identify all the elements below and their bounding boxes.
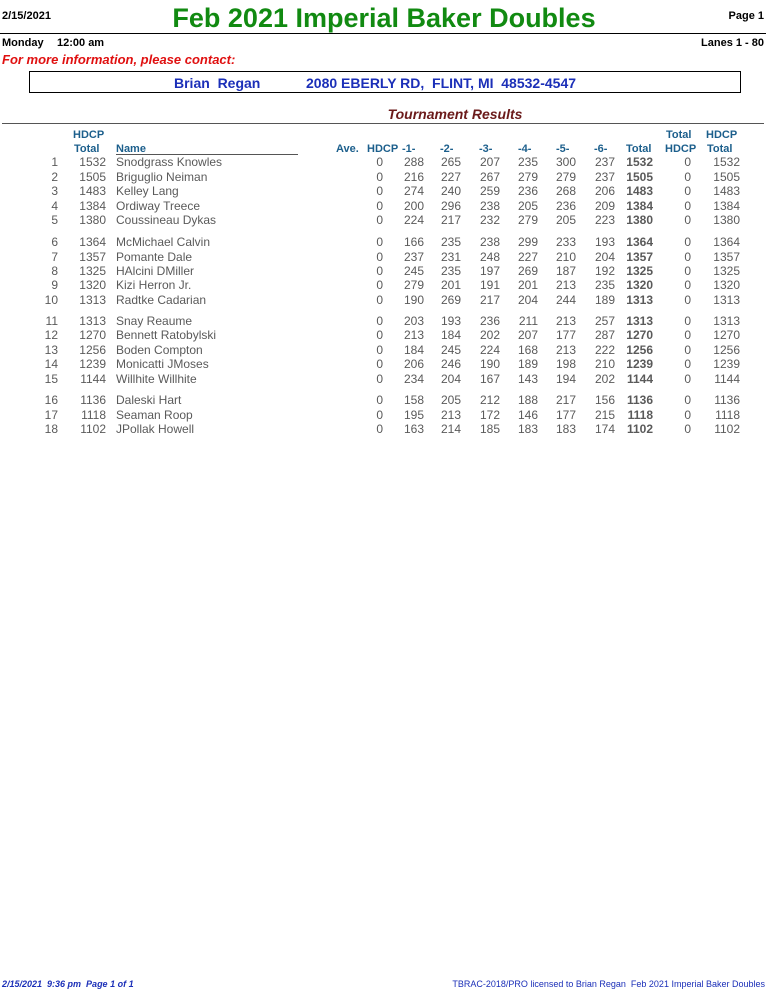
cell-g3: 236 — [479, 314, 500, 328]
cell-g3: 238 — [479, 199, 500, 213]
cell-g5: 244 — [555, 293, 576, 307]
cell-hdcp: 0 — [376, 199, 383, 213]
cell-place: 10 — [44, 293, 58, 307]
cell-g2: 296 — [440, 199, 461, 213]
cell-g5: 213 — [555, 278, 576, 292]
cell-hdcp-total: 1313 — [79, 314, 106, 328]
cell-total: 1118 — [627, 408, 653, 422]
cell-name: Snay Reaume — [116, 314, 193, 328]
cell-name: Ordiway Treece — [116, 199, 201, 213]
cell-place: 15 — [44, 372, 58, 386]
contact-address: 2080 EBERLY RD, FLINT, MI 48532-4547 — [306, 75, 577, 91]
cell-total-hdcp: 0 — [684, 372, 691, 386]
cell-g1: 200 — [403, 199, 424, 213]
cell-hdcp-total: 1320 — [79, 278, 106, 292]
cell-total: 1136 — [626, 393, 653, 407]
cell-total: 1384 — [626, 199, 653, 213]
cell-total-hdcp: 0 — [684, 213, 691, 227]
cell-name: Briguglio Neiman — [116, 170, 208, 184]
cell-g4: 211 — [518, 314, 538, 328]
cell-hdcp-total: 1313 — [79, 293, 106, 307]
cell-g1: 234 — [403, 372, 424, 386]
col-total-hdcp-bottom: HDCP — [665, 143, 697, 155]
cell-g1: 288 — [403, 155, 424, 169]
cell-g1: 216 — [403, 170, 424, 184]
cell-total: 1144 — [626, 372, 653, 386]
cell-g5: 217 — [555, 393, 576, 407]
cell-total: 1532 — [626, 155, 653, 169]
cell-g1: 279 — [403, 278, 424, 292]
col-total: Total — [626, 143, 652, 155]
cell-name: Kizi Herron Jr. — [116, 278, 192, 292]
cell-g2: 201 — [440, 278, 461, 292]
cell-g5: 194 — [555, 372, 576, 386]
cell-name: Daleski Hart — [116, 393, 182, 407]
cell-total-hdcp: 0 — [684, 357, 691, 371]
cell-hdcp: 0 — [376, 422, 383, 436]
cell-hdcp-total: 1380 — [79, 213, 106, 227]
col-game-5: -5- — [556, 143, 570, 155]
cell-g4: 204 — [517, 293, 538, 307]
cell-name: JPollak Howell — [116, 422, 195, 436]
cell-hdcp: 0 — [376, 278, 383, 292]
cell-hdcp-total: 1136 — [80, 393, 106, 407]
cell-g2: 217 — [440, 213, 461, 227]
cell-g6: 215 — [594, 408, 615, 422]
cell-g5: 213 — [555, 343, 576, 357]
cell-g3: 259 — [479, 184, 500, 198]
cell-total: 1320 — [626, 278, 653, 292]
col-hdcp-total-bottom: Total — [74, 143, 100, 155]
col-average: Ave. — [336, 143, 359, 155]
cell-g2: 240 — [440, 184, 461, 198]
cell-g3: 267 — [479, 170, 500, 184]
cell-g1: 237 — [403, 250, 424, 264]
cell-g3: 167 — [479, 372, 500, 386]
cell-hdcp: 0 — [376, 213, 383, 227]
cell-g4: 269 — [517, 264, 538, 278]
cell-final: 1144 — [714, 372, 740, 386]
cell-total: 1270 — [626, 328, 653, 342]
header-divider — [0, 33, 766, 34]
col-hdcp: HDCP — [367, 143, 399, 155]
cell-name: Willhite Willhite — [116, 372, 197, 386]
cell-hdcp: 0 — [376, 408, 383, 422]
cell-g6: 222 — [594, 343, 615, 357]
cell-g2: 269 — [440, 293, 461, 307]
section-title: Tournament Results — [387, 106, 523, 122]
cell-g5: 210 — [555, 250, 576, 264]
cell-name: Bennett Ratobylski — [116, 328, 217, 342]
cell-g4: 236 — [517, 184, 538, 198]
cell-total: 1505 — [626, 170, 653, 184]
cell-g4: 227 — [517, 250, 538, 264]
cell-g6: 204 — [594, 250, 615, 264]
cell-g5: 300 — [555, 155, 576, 169]
cell-g6: 287 — [594, 328, 615, 342]
cell-g1: 224 — [403, 213, 424, 227]
cell-hdcp: 0 — [376, 328, 383, 342]
cell-g2: 235 — [440, 264, 461, 278]
cell-g2: 214 — [440, 422, 461, 436]
cell-g3: 207 — [479, 155, 500, 169]
cell-g4: 143 — [517, 372, 538, 386]
cell-name: Seaman Roop — [116, 408, 193, 422]
cell-total-hdcp: 0 — [684, 293, 691, 307]
cell-place: 3 — [51, 184, 58, 198]
cell-g6: 223 — [594, 213, 615, 227]
cell-place: 8 — [51, 264, 58, 278]
col-game-4: -4- — [518, 143, 532, 155]
cell-g1: 184 — [403, 343, 424, 357]
cell-g1: 213 — [403, 328, 424, 342]
cell-final: 1320 — [713, 278, 740, 292]
cell-name: Radtke Cadarian — [116, 293, 207, 307]
cell-final: 1102 — [714, 422, 740, 436]
cell-g1: 190 — [403, 293, 424, 307]
cell-total: 1256 — [626, 343, 653, 357]
cell-g3: 197 — [479, 264, 500, 278]
cell-final: 1364 — [713, 235, 740, 249]
col-name: Name — [116, 143, 146, 155]
cell-final: 1505 — [713, 170, 740, 184]
col-game-1: -1- — [402, 143, 416, 155]
col-final-total-bottom: Total — [707, 143, 733, 155]
cell-place: 11 — [45, 314, 58, 328]
contact-name: Brian Regan — [174, 75, 261, 91]
cell-g1: 195 — [403, 408, 424, 422]
cell-g2: 193 — [440, 314, 461, 328]
cell-place: 12 — [44, 328, 58, 342]
cell-total: 1239 — [626, 357, 653, 371]
cell-name: Monicatti JMoses — [116, 357, 209, 371]
cell-g4: 189 — [517, 357, 538, 371]
cell-g2: 204 — [440, 372, 461, 386]
cell-g2: 231 — [440, 250, 461, 264]
cell-g4: 183 — [517, 422, 538, 436]
cell-g3: 217 — [479, 293, 500, 307]
cell-place: 16 — [44, 393, 58, 407]
cell-place: 18 — [44, 422, 58, 436]
cell-hdcp-total: 1144 — [80, 372, 106, 386]
cell-place: 1 — [51, 155, 58, 169]
cell-place: 6 — [51, 235, 58, 249]
cell-hdcp: 0 — [376, 393, 383, 407]
cell-total-hdcp: 0 — [684, 408, 691, 422]
cell-place: 4 — [51, 199, 58, 213]
cell-total-hdcp: 0 — [684, 328, 691, 342]
report-title: Feb 2021 Imperial Baker Doubles — [172, 3, 596, 33]
cell-g5: 268 — [555, 184, 576, 198]
page-number: Page 1 — [728, 10, 764, 22]
cell-final: 1325 — [713, 264, 740, 278]
col-hdcp-total-top: HDCP — [73, 129, 105, 141]
cell-total: 1313 — [626, 293, 653, 307]
cell-g2: 227 — [440, 170, 461, 184]
cell-g1: 203 — [403, 314, 424, 328]
cell-final: 1313 — [713, 314, 740, 328]
cell-g4: 201 — [517, 278, 538, 292]
cell-hdcp-total: 1325 — [79, 264, 106, 278]
cell-g4: 235 — [517, 155, 538, 169]
cell-total-hdcp: 0 — [684, 278, 691, 292]
cell-g3: 238 — [479, 235, 500, 249]
cell-hdcp-total: 1505 — [79, 170, 106, 184]
cell-place: 9 — [51, 278, 58, 292]
cell-g4: 168 — [517, 343, 538, 357]
cell-hdcp: 0 — [376, 184, 383, 198]
cell-name: Coussineau Dykas — [116, 213, 217, 227]
cell-g5: 187 — [555, 264, 576, 278]
cell-total: 1364 — [626, 235, 653, 249]
cell-name: McMichael Calvin — [116, 235, 211, 249]
cell-total: 1357 — [626, 250, 653, 264]
cell-final: 1136 — [714, 393, 740, 407]
cell-g5: 198 — [555, 357, 576, 371]
cell-final: 1270 — [713, 328, 740, 342]
cell-place: 14 — [44, 357, 58, 371]
cell-total-hdcp: 0 — [684, 184, 691, 198]
cell-g6: 257 — [594, 314, 615, 328]
cell-final: 1384 — [713, 199, 740, 213]
cell-final: 1380 — [713, 213, 740, 227]
cell-total: 1380 — [626, 213, 653, 227]
cell-g6: 237 — [594, 170, 615, 184]
cell-g3: 248 — [479, 250, 500, 264]
cell-g6: 206 — [594, 184, 615, 198]
cell-total-hdcp: 0 — [684, 393, 691, 407]
cell-g1: 206 — [403, 357, 424, 371]
cell-total-hdcp: 0 — [684, 250, 691, 264]
cell-hdcp-total: 1364 — [79, 235, 106, 249]
cell-hdcp-total: 1102 — [80, 422, 106, 436]
cell-g3: 172 — [479, 408, 500, 422]
cell-g2: 235 — [440, 235, 461, 249]
cell-g6: 189 — [594, 293, 615, 307]
cell-name: Kelley Lang — [116, 184, 179, 198]
cell-g5: 177 — [555, 408, 576, 422]
cell-g6: 202 — [594, 372, 615, 386]
cell-g1: 158 — [403, 393, 424, 407]
cell-g3: 202 — [479, 328, 500, 342]
report-day: Monday — [2, 37, 44, 49]
cell-total: 1313 — [626, 314, 653, 328]
cell-g3: 224 — [479, 343, 500, 357]
cell-g6: 210 — [594, 357, 615, 371]
cell-place: 5 — [51, 213, 58, 227]
cell-g6: 193 — [594, 235, 615, 249]
cell-hdcp: 0 — [376, 264, 383, 278]
cell-g5: 183 — [555, 422, 576, 436]
cell-place: 7 — [51, 250, 58, 264]
cell-hdcp: 0 — [376, 343, 383, 357]
cell-final: 1483 — [713, 184, 740, 198]
cell-g1: 163 — [403, 422, 424, 436]
cell-g4: 146 — [517, 408, 538, 422]
cell-name: Pomante Dale — [116, 250, 193, 264]
cell-g5: 205 — [555, 213, 576, 227]
cell-hdcp-total: 1239 — [79, 357, 106, 371]
col-game-2: -2- — [440, 143, 454, 155]
cell-hdcp: 0 — [376, 357, 383, 371]
footer-timestamp: 2/15/2021 9:36 pm Page 1 of 1 — [2, 979, 134, 989]
cell-hdcp: 0 — [376, 293, 383, 307]
cell-name: HAlcini DMiller — [116, 264, 195, 278]
cell-final: 1313 — [713, 293, 740, 307]
cell-g6: 156 — [594, 393, 615, 407]
cell-g1: 166 — [403, 235, 424, 249]
col-game-6: -6- — [594, 143, 608, 155]
cell-g5: 233 — [555, 235, 576, 249]
report-time: 12:00 am — [57, 37, 105, 49]
cell-g3: 185 — [479, 422, 500, 436]
cell-hdcp-total: 1532 — [79, 155, 106, 169]
cell-g6: 209 — [594, 199, 615, 213]
cell-g3: 212 — [479, 393, 500, 407]
cell-g4: 188 — [517, 393, 538, 407]
cell-g5: 236 — [555, 199, 576, 213]
cell-g6: 235 — [594, 278, 615, 292]
cell-g4: 299 — [517, 235, 538, 249]
cell-hdcp-total: 1256 — [79, 343, 106, 357]
cell-total: 1483 — [626, 184, 653, 198]
cell-place: 13 — [44, 343, 58, 357]
cell-g1: 245 — [403, 264, 424, 278]
lanes-range: Lanes 1 - 80 — [701, 37, 764, 49]
cell-final: 1256 — [713, 343, 740, 357]
col-final-hdcp-top: HDCP — [706, 129, 738, 141]
cell-g6: 174 — [594, 422, 615, 436]
cell-total-hdcp: 0 — [684, 422, 691, 436]
col-total-hdcp-top: Total — [666, 129, 692, 141]
cell-total-hdcp: 0 — [684, 314, 691, 328]
cell-hdcp: 0 — [376, 170, 383, 184]
cell-hdcp: 0 — [376, 250, 383, 264]
cell-hdcp: 0 — [376, 155, 383, 169]
cell-g2: 205 — [440, 393, 461, 407]
cell-hdcp-total: 1118 — [81, 408, 106, 422]
cell-g2: 184 — [440, 328, 461, 342]
cell-final: 1357 — [713, 250, 740, 264]
cell-g4: 279 — [517, 170, 538, 184]
cell-total-hdcp: 0 — [684, 235, 691, 249]
section-divider — [2, 123, 764, 124]
cell-total-hdcp: 0 — [684, 343, 691, 357]
cell-place: 17 — [44, 408, 58, 422]
cell-total: 1102 — [626, 422, 653, 436]
cell-total: 1325 — [626, 264, 653, 278]
cell-hdcp: 0 — [376, 235, 383, 249]
cell-g2: 213 — [440, 408, 461, 422]
footer-license: TBRAC-2018/PRO licensed to Brian Regan Feb 2021 Imperial Baker Doubles — [452, 979, 765, 989]
cell-g6: 192 — [594, 264, 615, 278]
cell-g5: 177 — [555, 328, 576, 342]
cell-hdcp: 0 — [376, 314, 383, 328]
cell-hdcp-total: 1357 — [79, 250, 106, 264]
cell-g3: 190 — [479, 357, 500, 371]
cell-g1: 274 — [403, 184, 424, 198]
cell-g4: 279 — [517, 213, 538, 227]
cell-final: 1239 — [713, 357, 740, 371]
cell-final: 1532 — [713, 155, 740, 169]
cell-g3: 232 — [479, 213, 500, 227]
cell-hdcp: 0 — [376, 372, 383, 386]
cell-hdcp-total: 1270 — [79, 328, 106, 342]
cell-final: 1118 — [715, 408, 740, 422]
cell-place: 2 — [51, 170, 58, 184]
cell-g5: 279 — [555, 170, 576, 184]
report-date: 2/15/2021 — [2, 10, 51, 22]
cell-hdcp-total: 1483 — [79, 184, 106, 198]
cell-g2: 245 — [440, 343, 461, 357]
contact-prompt: For more information, please contact: — [2, 52, 236, 67]
cell-name: Boden Compton — [116, 343, 203, 357]
cell-hdcp-total: 1384 — [79, 199, 106, 213]
cell-g3: 191 — [479, 278, 500, 292]
cell-total-hdcp: 0 — [684, 155, 691, 169]
col-game-3: -3- — [479, 143, 493, 155]
cell-g4: 205 — [517, 199, 538, 213]
cell-g4: 207 — [517, 328, 538, 342]
cell-total-hdcp: 0 — [684, 170, 691, 184]
cell-g2: 265 — [440, 155, 461, 169]
cell-total-hdcp: 0 — [684, 199, 691, 213]
cell-g2: 246 — [440, 357, 461, 371]
cell-g5: 213 — [555, 314, 576, 328]
cell-name: Snodgrass Knowles — [116, 155, 223, 169]
cell-g6: 237 — [594, 155, 615, 169]
cell-total-hdcp: 0 — [684, 264, 691, 278]
